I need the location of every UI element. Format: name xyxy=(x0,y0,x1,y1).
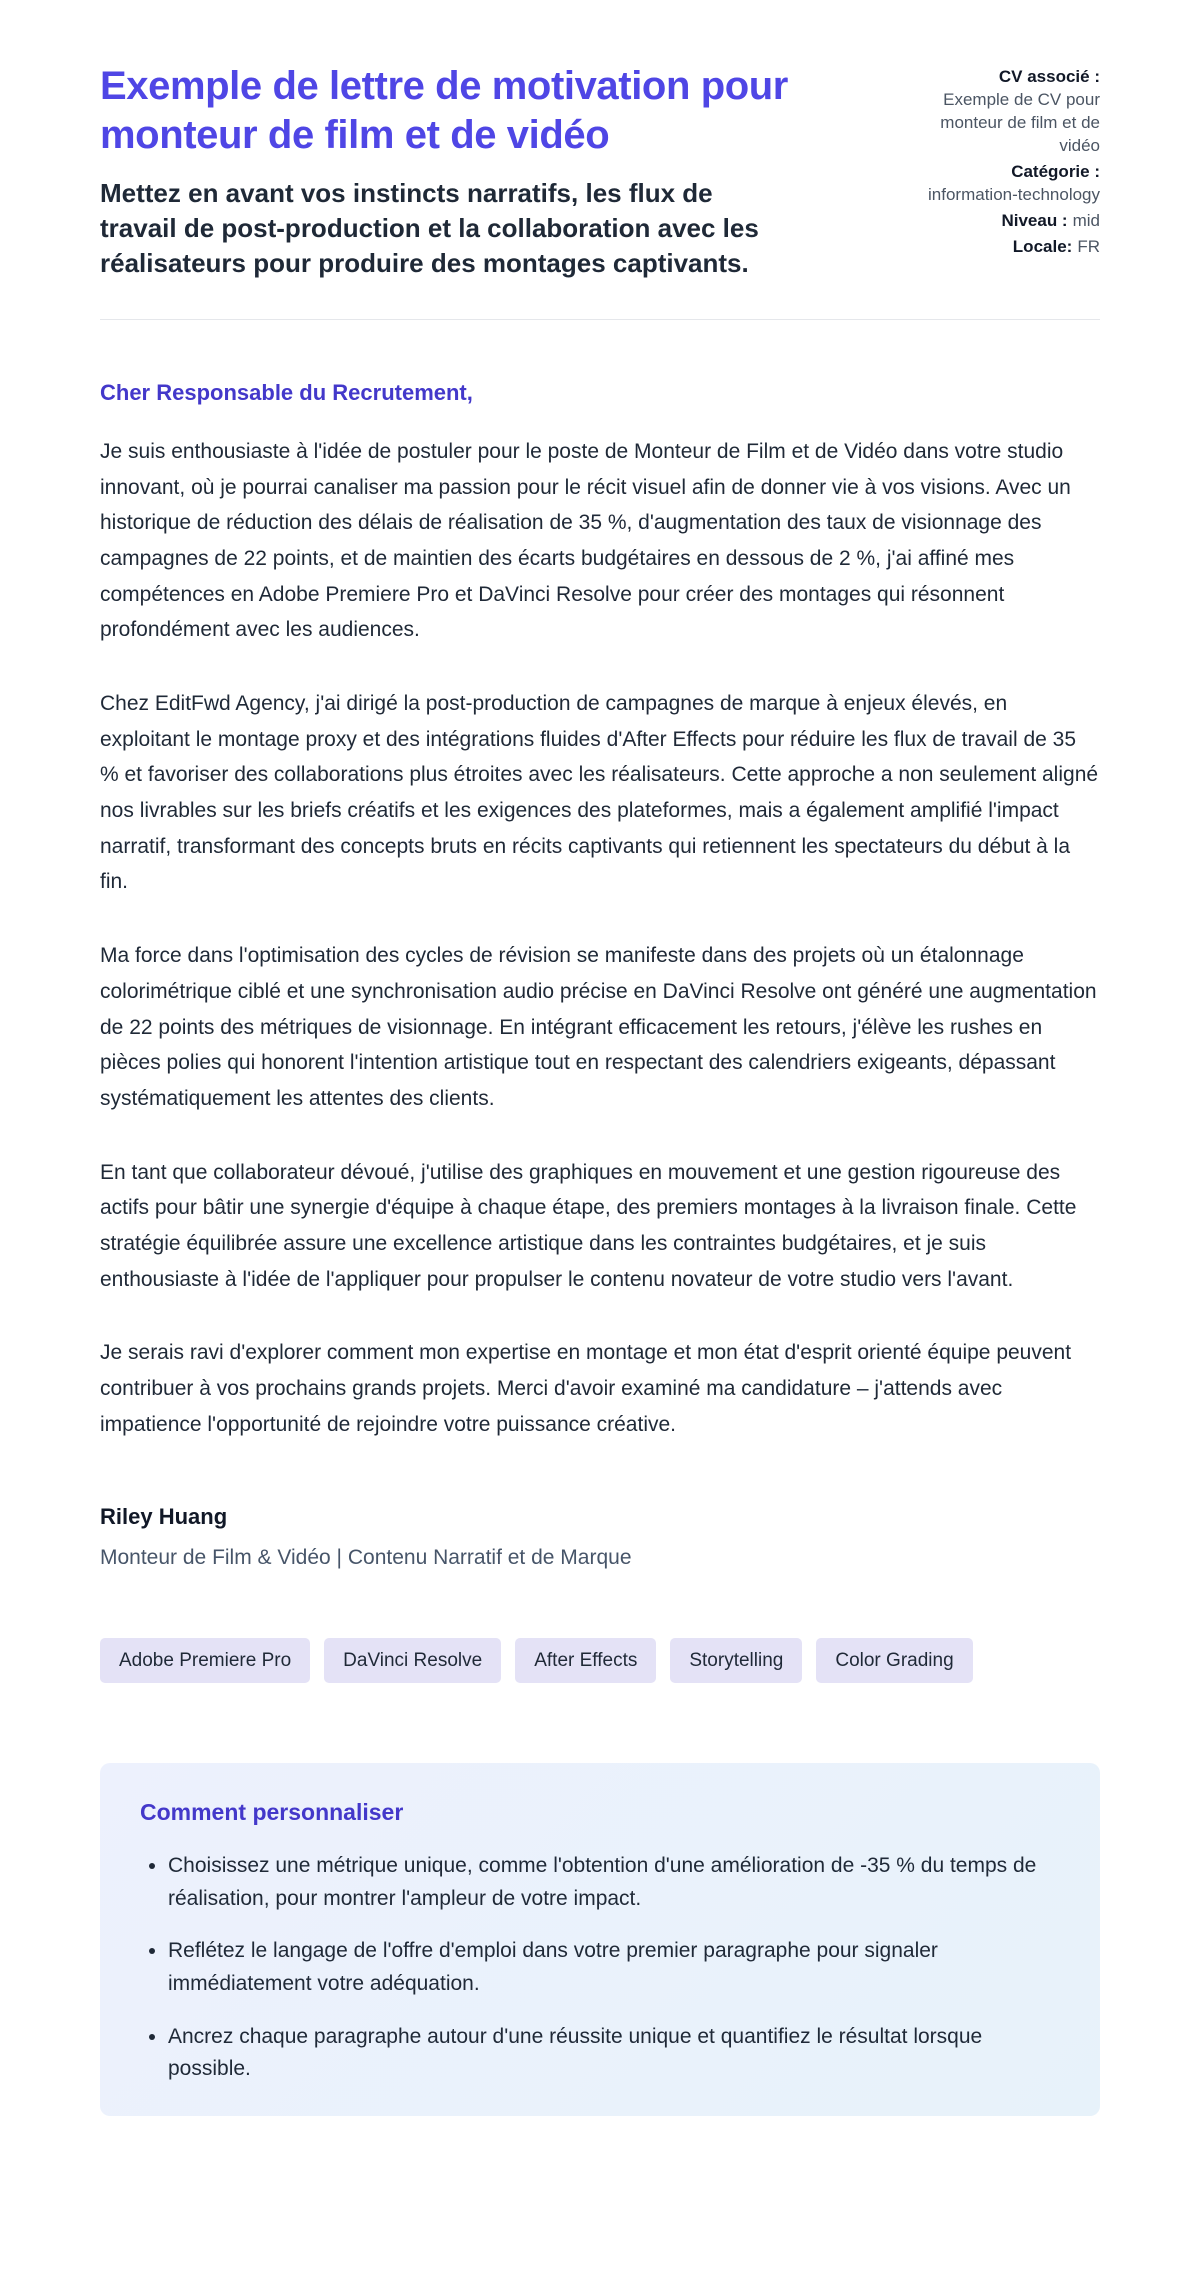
tips-title: Comment personnaliser xyxy=(140,1799,404,1826)
meta-category xyxy=(895,161,1100,207)
meta-level xyxy=(895,210,1100,233)
skill-tag: After Effects xyxy=(515,1638,656,1683)
meta-level-value: mid xyxy=(1072,210,1100,230)
letter-paragraph-5: Je serais ravi d'explorer comment mon expertise en montage et mon état d'esprit orienté équipe peuvent contribuer à vos prochains grands projets. Merci d'avoir examiné ma candidature – j'attends avec impatience l'opportunité de rejoindre votre puissance créative. xyxy=(100,1341,1072,1436)
meta-locale-value: FR xyxy=(1077,236,1100,256)
skill-tag: DaVinci Resolve xyxy=(324,1638,501,1683)
tips-item: • Choisissez une métrique unique, comme l'obtention d'une amélioration de -35 % du temps de réalisation, pour montrer l'ampleur de votre impact. xyxy=(168,1850,1060,1915)
page-title: Exemple de lettre de motivation pour monteur de film et de vidéo xyxy=(100,64,788,157)
skill-tag: Adobe Premiere Pro xyxy=(100,1638,310,1683)
signature-block xyxy=(100,1504,1100,1570)
skill-tag: Storytelling xyxy=(670,1638,802,1683)
signature-role: Monteur de Film & Vidéo | Contenu Narratif et de Marque xyxy=(100,1546,632,1570)
meta-category-label: Catégorie : xyxy=(1011,161,1100,181)
tips-list xyxy=(140,1850,1060,2085)
meta-locale xyxy=(895,236,1100,259)
meta-level-label: Niveau : xyxy=(1001,210,1068,230)
tips-item: • Reflétez le langage de l'offre d'emploi dans votre premier paragraphe pour signaler immédiatement votre adéquation. xyxy=(168,1935,1060,2000)
signature-name: Riley Huang xyxy=(100,1504,228,1530)
skill-tag-list xyxy=(100,1638,1100,1683)
letter-paragraph-3: Ma force dans l'optimisation des cycles de révision se manifeste dans des projets où un étalonnage colorimétrique ciblé et une synchronisation audio précise en DaVinci Resolve ont généré une augmentation de 22 points des métriques de visionnage. En intégrant efficacement les retours, j'élève les rushes en pièces polies qui honorent l'intention artistique tout en respectant des calendriers exigeants, dépassant systématiquement les attentes des clients. xyxy=(100,944,1097,1110)
header-main xyxy=(100,62,820,281)
meta-cv-label: CV associé : xyxy=(998,67,1100,86)
customization-tips-box xyxy=(100,1763,1100,2115)
meta-cv xyxy=(895,66,1100,158)
letter-paragraph-4: En tant que collaborateur dévoué, j'utilise des graphiques en mouvement et une gestion rigoureuse des actifs pour bâtir une synergie d'équipe à chaque étape, des premiers montages à la livraison finale. Cette stratégie équilibrée assure une excellence artistique dans les contraintes budgétaires, et je suis enthousiaste à l'idée de l'appliquer pour propulser le contenu novateur de votre studio vers l'avant. xyxy=(100,1160,1077,1291)
tips-item: • Ancrez chaque paragraphe autour d'une réussite unique et quantifiez le résultat lorsque possible. xyxy=(168,2021,1060,2086)
letter-paragraph-1: Je suis enthousiaste à l'idée de postuler pour le poste de Monteur de Film et de Vidéo dans votre studio innovant, où je pourrai canaliser ma passion pour le récit visuel afin de donner vie à vos visions. Avec un historique de réduction des délais de réalisation de 35 %, d'augmentation des taux de visionnage des campagnes de 22 points, et de maintien des écarts budgétaires en dessous de 2 %, j'ai affiné mes compétences en Adobe Premiere Pro et DaVinci Resolve pour créer des montages qui résonnent profondément avec les audiences. xyxy=(100,439,1071,642)
page-subtitle: Mettez en avant vos instincts narratifs, les flux de travail de post-production et la collaboration avec les réalisateurs pour produire des montages captivants. xyxy=(100,177,759,278)
skill-tag: Color Grading xyxy=(816,1638,972,1683)
page-header xyxy=(100,62,1100,281)
letter-paragraph-2: Chez EditFwd Agency, j'ai dirigé la post-production de campagnes de marque à enjeux élevés, en exploitant le montage proxy et des intégrations fluides d'After Effects pour réduire les flux de travail de 35 % et favoriser des collaborations plus étroites avec les réalisateurs. Cette approche a non seulement aligné nos livrables sur les briefs créatifs et les exigences des plateformes, mais a également amplifié l'impact narratif, transformant des concepts bruts en récits captivants qui retiennent les spectateurs du début à la fin. xyxy=(100,692,1099,894)
meta-locale-label: Locale: xyxy=(1012,236,1073,256)
meta-category-value: information-technology xyxy=(928,184,1100,204)
cover-letter-page xyxy=(100,0,1100,2174)
metadata-panel xyxy=(895,62,1100,262)
header-divider xyxy=(100,319,1100,320)
letter-greeting: Cher Responsable du Recrutement, xyxy=(100,379,473,405)
letter-body xyxy=(100,380,1100,2116)
meta-cv-value: Exemple de CV pour monteur de film et de vidéo xyxy=(940,89,1100,155)
